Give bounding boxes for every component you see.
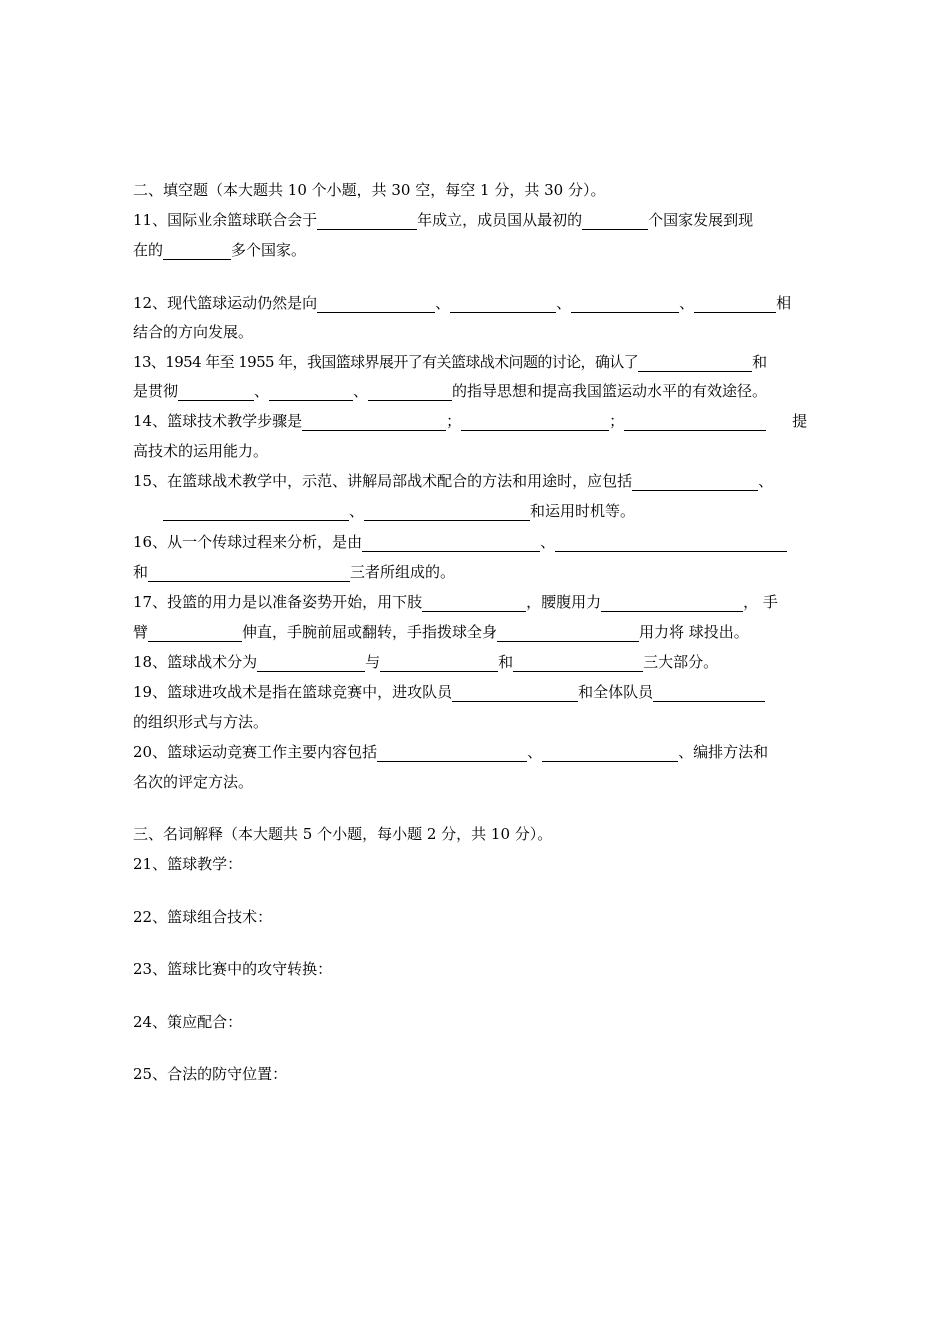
answer-blank[interactable] — [377, 746, 527, 762]
answer-blank[interactable] — [317, 214, 417, 230]
question-12-line-1: 12、现代篮球运动仍然是向 、 、 、 相 — [133, 294, 792, 312]
answer-blank[interactable] — [163, 244, 231, 260]
term-21: 21、篮球教学： — [133, 855, 243, 873]
answer-blank[interactable] — [422, 596, 526, 612]
answer-blank[interactable] — [368, 385, 452, 401]
answer-blank[interactable] — [582, 214, 648, 230]
term-23: 23、篮球比赛中的攻守转换： — [133, 960, 333, 978]
question-14-line-2: 高技术的运用能力。 — [133, 442, 269, 460]
question-16-line-2: 和 三者所组成的。 — [133, 563, 456, 581]
term-24: 24、策应配合： — [133, 1013, 243, 1031]
answer-blank[interactable] — [178, 385, 254, 401]
question-19-line-1: 19、篮球进攻战术是指在篮球竞赛中，进攻队员 和全体队员 — [133, 682, 765, 702]
answer-blank[interactable] — [571, 297, 679, 313]
answer-blank[interactable] — [653, 686, 765, 702]
question-15-line-1: 15、在篮球战术教学中，示范、讲解局部战术配合的方法和用途时，应包括 、 — [133, 472, 774, 490]
answer-blank[interactable] — [364, 505, 530, 521]
question-19-line-2: 的组织形式与方法。 — [133, 713, 269, 731]
question-20-line-1: 20、篮球运动竞赛工作主要内容包括 、 、编排方法和 — [133, 743, 769, 761]
answer-blank[interactable] — [362, 536, 540, 552]
answer-blank[interactable] — [148, 626, 242, 642]
question-13-line-2: 是贯彻 、 、 的指导思想和提高我国篮运动水平的有效途径。 — [133, 382, 768, 400]
question-17-line-2: 臂 伸直，手腕前屈或翻转，手指拨球全身 用力将 球投出。 — [133, 623, 749, 641]
question-17-line-1: 17、投篮的用力是以准备姿势开始，用下肢 ，腰腹用力 ， 手 — [133, 593, 778, 611]
term-22: 22、篮球组合技术： — [133, 908, 273, 926]
answer-blank[interactable] — [624, 415, 766, 431]
question-14-line-1: 14、篮球技术教学步骤是 ； ； 提 — [133, 412, 808, 430]
answer-blank[interactable] — [638, 356, 752, 372]
question-18-line-1: 18、篮球战术分为 与 和 三大部分。 — [133, 653, 719, 671]
question-16-line-1: 16、从一个传球过程来分析，是由 、 — [133, 532, 787, 552]
answer-blank[interactable] — [302, 415, 446, 431]
answer-blank[interactable] — [542, 746, 678, 762]
question-13-line-1: 13、1954 年至 1955 年，我国篮球界展开了有关篮球战术问题的讨论，确认了 和 — [133, 353, 768, 371]
answer-blank[interactable] — [317, 297, 435, 313]
answer-blank[interactable] — [380, 656, 498, 672]
question-12-line-2: 结合的方向发展。 — [133, 323, 254, 341]
question-15-line-2: 、 和运用时机等。 — [133, 501, 635, 521]
answer-blank[interactable] — [450, 297, 556, 313]
answer-blank[interactable] — [269, 385, 353, 401]
answer-blank[interactable] — [452, 686, 578, 702]
answer-blank[interactable] — [601, 596, 743, 612]
section3-heading: 三、名词解释（本大题共 5 个小题，每小题 2 分，共 10 分）。 — [133, 825, 553, 843]
section2-heading: 二、填空题（本大题共 10 个小题，共 30 空，每空 1 分，共 30 分）。 — [133, 181, 606, 199]
answer-blank[interactable] — [461, 415, 609, 431]
answer-blank[interactable] — [694, 297, 776, 313]
question-20-line-2: 名次的评定方法。 — [133, 773, 254, 791]
question-11-line-1: 11、国际业余篮球联合会于 年成立，成员国从最初的 个国家发展到现 — [133, 211, 754, 229]
answer-blank[interactable] — [163, 505, 349, 521]
answer-blank[interactable] — [497, 626, 639, 642]
question-11-line-2: 在的 多个国家。 — [133, 241, 307, 259]
term-25: 25、合法的防守位置： — [133, 1065, 288, 1083]
answer-blank[interactable] — [257, 656, 365, 672]
answer-blank[interactable] — [555, 536, 787, 552]
answer-blank[interactable] — [513, 656, 643, 672]
answer-blank[interactable] — [632, 475, 758, 491]
answer-blank[interactable] — [148, 566, 350, 582]
